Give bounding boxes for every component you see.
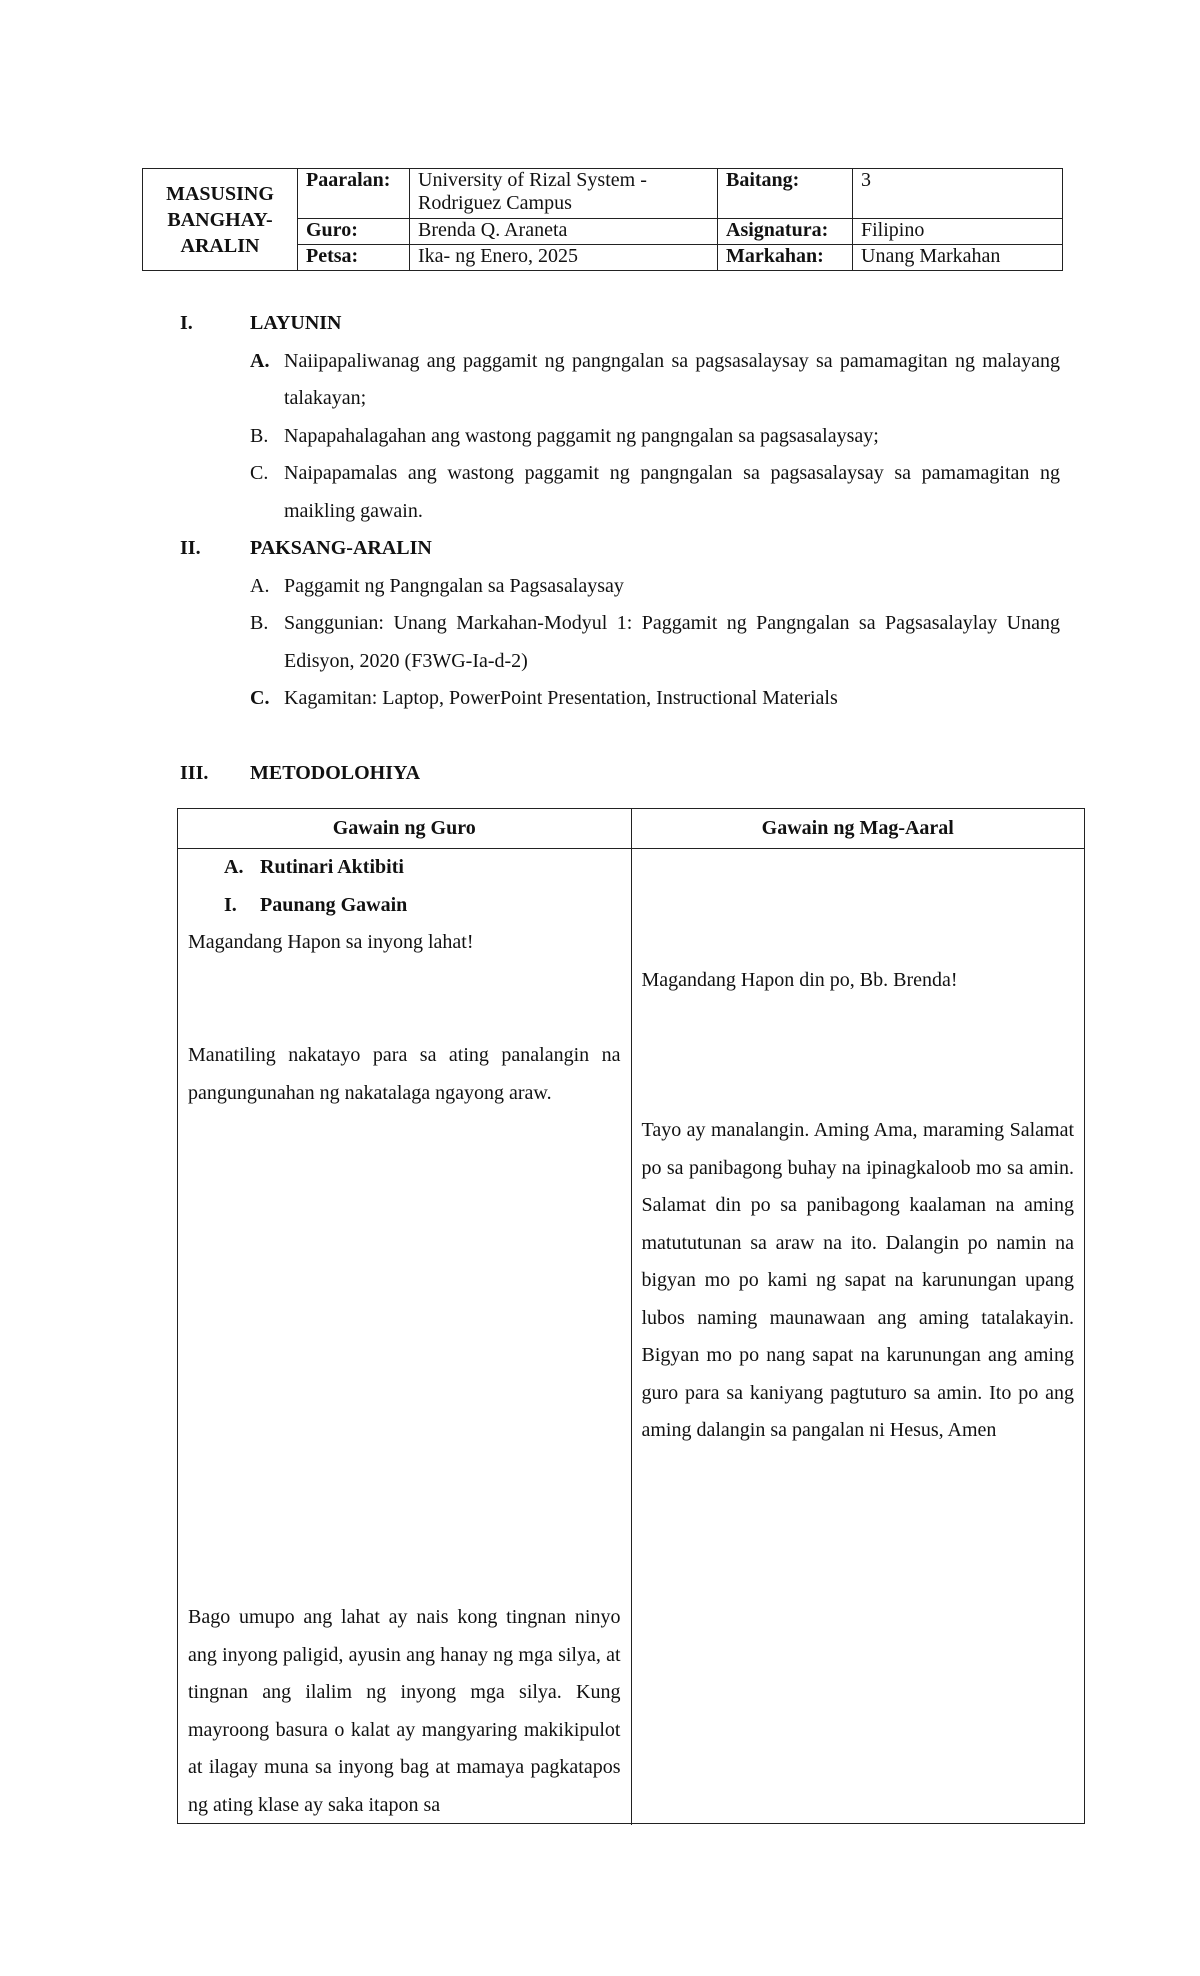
teacher-label: Guro: bbox=[298, 219, 410, 245]
item-letter: C. bbox=[250, 687, 270, 709]
date-label: Petsa: bbox=[298, 245, 410, 271]
school-line-2: Rodriguez Campus bbox=[418, 192, 572, 214]
subheading-number: I. bbox=[224, 893, 237, 916]
item-text: Naipapamalas ang wastong paggamit ng pangngalan sa pagsasalaysay sa pamamagitan ng maikling gawain. bbox=[284, 462, 1060, 522]
grade-label: Baitang: bbox=[718, 169, 853, 219]
quarter-label: Markahan: bbox=[718, 245, 853, 271]
lesson-outline bbox=[180, 305, 1060, 792]
teacher-activity-column bbox=[178, 849, 632, 1825]
topic-c bbox=[180, 680, 1060, 718]
section-number: II. bbox=[180, 537, 201, 559]
subheading-rutinari bbox=[188, 849, 621, 887]
school-line-1: University of Rizal System - bbox=[418, 169, 647, 191]
subheading-paunang-gawain bbox=[188, 887, 621, 925]
header-table bbox=[142, 168, 1063, 271]
student-prayer: Tayo ay manalangin. Aming Ama, maraming Salamat po sa panibagong buhay na ipinagkaloob mo sa amin. Salamat din po sa panibagong kaalaman na aming matututunan sa araw na ito. Dalangin po namin na bigyan mo po kami ng sapat na karunungan upang lubos naming maunawaan ang aming tatalakayin. Bigyan mo po nang sapat na karunungan ang aming guro para sa kaniyang pagtuturo sa amin. Ito po ang aming dalangin sa pangalan ni Hesus, Amen bbox=[641, 1119, 1074, 1441]
table-body-row bbox=[178, 849, 1084, 1825]
item-letter: B. bbox=[250, 612, 269, 634]
item-letter: B. bbox=[250, 424, 269, 447]
school-label: Paaralan: bbox=[298, 169, 410, 219]
topic-a bbox=[180, 568, 1060, 606]
student-greeting: Magandang Hapon din po, Bb. Brenda! bbox=[641, 969, 958, 991]
quarter-value: Unang Markahan bbox=[853, 245, 1063, 271]
table-header-row bbox=[178, 809, 1084, 849]
section-number: I. bbox=[180, 312, 193, 334]
student-activity-column bbox=[632, 849, 1085, 1825]
teacher-prayer-instruction: Manatiling nakatayo para sa ating panalangin na pangungunahan ng nakatalaga ngayong araw. bbox=[188, 1044, 621, 1104]
section-title: PAKSANG-ARALIN bbox=[250, 537, 432, 559]
item-letter: A. bbox=[250, 349, 270, 372]
teacher-value: Brenda Q. Araneta bbox=[410, 219, 718, 245]
objective-c bbox=[180, 455, 1060, 530]
methodology-table bbox=[177, 808, 1085, 1824]
teacher-greeting: Magandang Hapon sa inyong lahat! bbox=[188, 931, 474, 953]
section-number: III. bbox=[180, 761, 209, 784]
subheading-number: A. bbox=[224, 856, 244, 878]
date-value: Ika- ng Enero, 2025 bbox=[410, 245, 718, 271]
subheading-title: Rutinari Aktibiti bbox=[260, 856, 404, 878]
section-layunin bbox=[180, 305, 1060, 343]
teacher-activity-header: Gawain ng Guro bbox=[178, 809, 632, 848]
routine-heading bbox=[188, 849, 621, 924]
subject-label: Asignatura: bbox=[718, 219, 853, 245]
grade-value: 3 bbox=[853, 169, 1063, 219]
item-text: Kagamitan: Laptop, PowerPoint Presentation, Instructional Materials bbox=[284, 687, 838, 709]
section-title: METODOLOHIYA bbox=[250, 761, 421, 784]
topic-b bbox=[180, 605, 1060, 680]
section-title: LAYUNIN bbox=[250, 312, 342, 334]
teacher-cleanup-instruction: Bago umupo ang lahat ay nais kong tingnan ninyo ang inyong paligid, ayusin ang hanay ng mga silya, at tingnan ang ilalim ng inyong mga silya. Kung mayroong basura o kalat ay mangyaring makikipulot at ilagay muna sa inyong bag at mamaya pagkatapos ng ating klase ay saka itapon sa bbox=[188, 1606, 621, 1816]
item-text: Paggamit ng Pangngalan sa Pagsasalaysay bbox=[284, 574, 624, 597]
document-title: MASUSING BANGHAY-ARALIN bbox=[143, 169, 298, 271]
item-letter: A. bbox=[250, 574, 270, 597]
section-metodolohiya bbox=[180, 755, 1060, 793]
school-value bbox=[410, 169, 718, 219]
objective-b bbox=[180, 418, 1060, 456]
item-letter: C. bbox=[250, 462, 269, 484]
subject-value: Filipino bbox=[853, 219, 1063, 245]
item-text: Napapahalagahan ang wastong paggamit ng pangngalan sa pagsasalaysay; bbox=[284, 424, 879, 447]
item-text: Sanggunian: Unang Markahan-Modyul 1: Paggamit ng Pangngalan sa Pagsasalaylay Unang Edisyon, 2020 (F3WG-Ia-d-2) bbox=[284, 612, 1060, 672]
item-text: Naiipapaliwanag ang paggamit ng pangngalan sa pagsasalaysay sa pamamagitan ng malayang talakayan; bbox=[284, 349, 1060, 409]
student-activity-header: Gawain ng Mag-Aaral bbox=[761, 817, 954, 839]
section-paksang-aralin bbox=[180, 530, 1060, 568]
objective-a bbox=[180, 343, 1060, 418]
subheading-title: Paunang Gawain bbox=[260, 893, 408, 916]
